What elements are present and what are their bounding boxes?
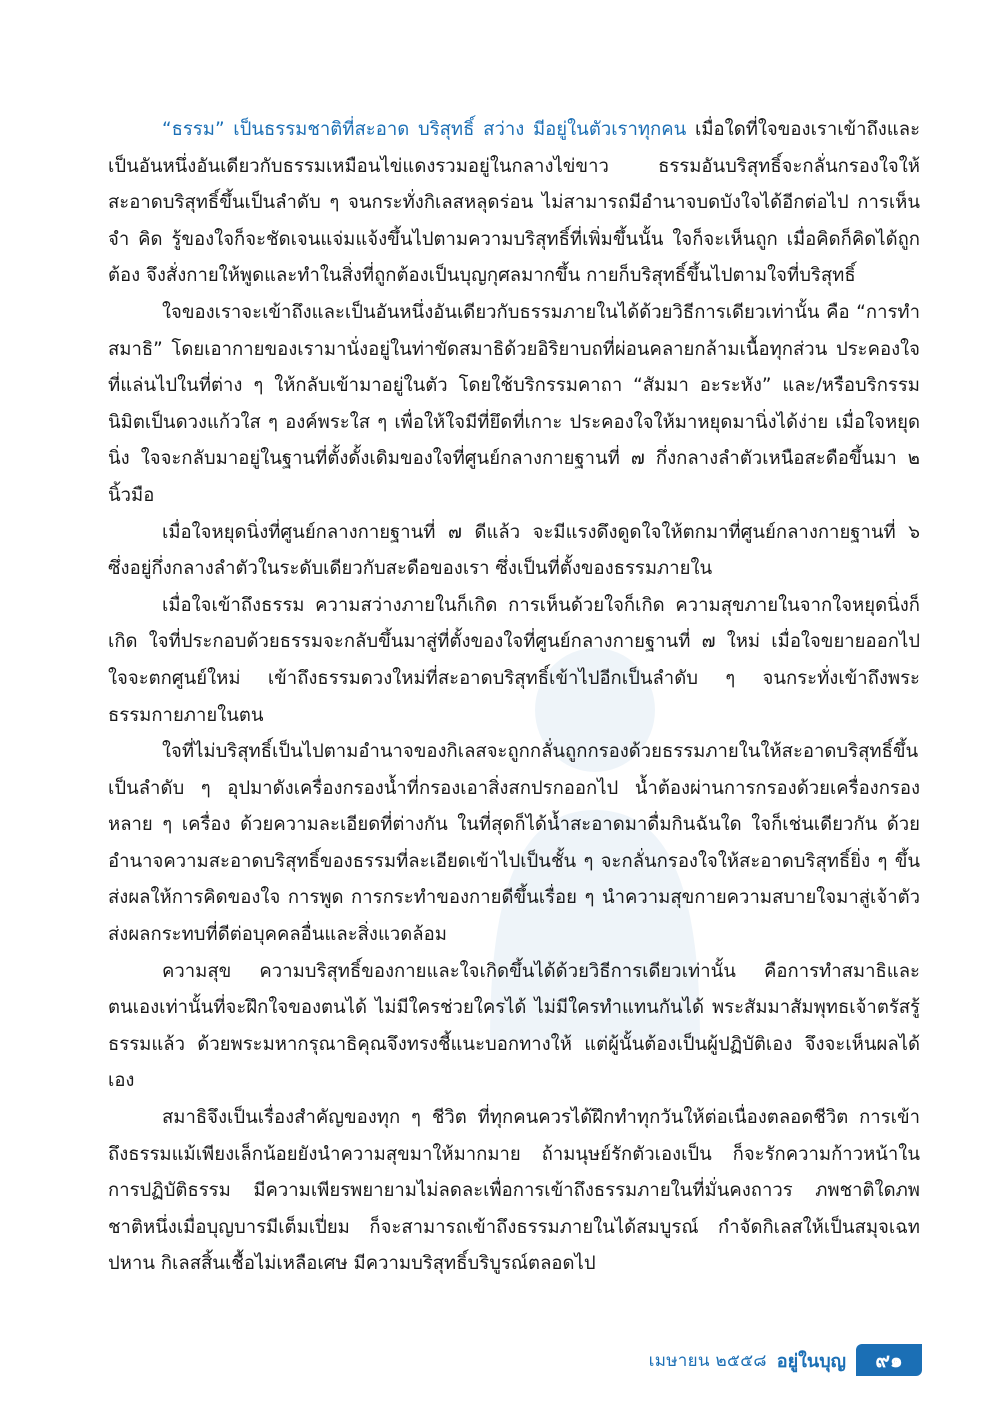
page-number-badge: ๙๑ [856, 1344, 922, 1376]
lead-quote: “ธรรม” เป็นธรรมชาติที่สะอาด บริสุทธิ์ สว่าง มีอยู่ในตัวเราทุกคน [162, 119, 687, 140]
article-paragraph-6: ความสุข ความบริสุทธิ์ของกายและใจเกิดขึ้นได้ด้วยวิธีการเดียวเท่านั้น คือการทำสมาธิและตนเองเท่านั้นที่จะฝึกใจของตนได้ ไม่มีใครช่วยใครได้ ไม่มีใครทำแทนกันได้ พระสัมมาสัมพุทธเจ้าตรัสรู้ธรรมแล้ว ด้วยพระมหากรุณาธิคุณจึงทรงชี้แนะบอกทางให้ แต่ผู้นั้นต้องเป็นผู้ปฏิบัติเอง จึงจะเห็นผลได้เอง [108, 960, 920, 1092]
paragraph-text: เมื่อใดที่ใจของเราเข้าถึงและเป็นอันหนึ่งอันเดียวกับธรรมเหมือนไข่แดงรวมอยู่ในกลางไข่ขาว ธรรมอันบริสุทธิ์จะกลั่นกรองใจให้สะอาดบริสุทธิ์ขึ้นเป็นลำดับ ๆ จนกระทั่งกิเลสหลุดร่อน ไม่สามารถมีอำนาจบดบังใจได้อีกต่อไป การเห็น จำ คิด รู้ของใจก็จะชัดเจนแจ่มแจ้งขึ้นไปตามความบริสุทธิ์ที่เพิ่มขึ้นนั้น ใจก็จะเห็นถูก เมื่อคิดก็คิดได้ถูกต้อง จึงสั่งกายให้พูดและทำในสิ่งที่ถูกต้องเป็นบุญกุศลมากขึ้น กายก็บริสุทธิ์ขึ้นไปตามใจที่บริสุทธิ์ [108, 119, 921, 287]
article-paragraph-7: สมาธิจึงเป็นเรื่องสำคัญของทุก ๆ ชีวิต ที่ทุกคนควรได้ฝึกทำทุกวันให้ต่อเนื่องตลอดชีวิต การเข้าถึงธรรมแม้เพียงเล็กน้อยยังนำความสุขมาให้มากมาย ถ้ามนุษย์รักตัวเองเป็น ก็จะรักความก้าวหน้าในการปฏิบัติธรรม มีความเพียรพยายามไม่ลดละเพื่อการเข้าถึงธรรมภายในที่มั่นคงถาวร ภพชาติใดภพชาติหนึ่งเมื่อบุญบารมีเต็มเปี่ยม ก็จะสามารถเข้าถึงธรรมภายในได้สมบูรณ์ กำจัดกิเลสให้เป็นสมุจเฉทปหาน กิเลสสิ้นเชื้อไม่เหลือเศษ มีความบริสุทธิ์บริบูรณ์ตลอดไป [108, 1107, 920, 1275]
article-paragraph-4: เมื่อใจเข้าถึงธรรม ความสว่างภายในก็เกิด การเห็นด้วยใจก็เกิด ความสุขภายในจากใจหยุดนิ่งก็เกิด ใจที่ประกอบด้วยธรรมจะกลับขึ้นมาสู่ที่ตั้งของใจที่ศูนย์กลางกายฐานที่ ๗ ใหม่ เมื่อใจขยายออกไป ใจจะตกศูนย์ใหม่ เข้าถึงธรรมดวงใหม่ที่สะอาดบริสุทธิ์เข้าไปอีกเป็นลำดับ ๆ จนกระทั่งเข้าถึงพระธรรมกายภายในตน [108, 594, 920, 726]
article-paragraph-3: เมื่อใจหยุดนิ่งที่ศูนย์กลางกายฐานที่ ๗ ดีแล้ว จะมีแรงดึงดูดใจให้ตกมาที่ศูนย์กลางกายฐานที่ ๖ ซึ่งอยู่กึ่งกลางลำตัวในระดับเดียวกับสะดือของเรา ซึ่งเป็นที่ตั้งของธรรมภายใน [108, 521, 920, 580]
article-body [108, 112, 920, 1283]
article-paragraph-1 [108, 112, 920, 295]
article-paragraph-5: ใจที่ไม่บริสุทธิ์เป็นไปตามอำนาจของกิเลสจะถูกกลั่นถูกกรองด้วยธรรมภายในให้สะอาดบริสุทธิ์ขึ้นเป็นลำดับ ๆ อุปมาดังเครื่องกรองน้ำที่กรองเอาสิ่งสกปรกออกไป น้ำต้องผ่านการกรองด้วยเครื่องกรองหลาย ๆ เครื่อง ด้วยความละเอียดที่ต่างกัน ในที่สุดก็ได้น้ำสะอาดมาดื่มกินฉันใด ใจก็เช่นเดียวกัน ด้วยอำนาจความสะอาดบริสุทธิ์ของธรรมที่ละเอียดเข้าไปเป็นชั้น ๆ จะกลั่นกรองใจให้สะอาดบริสุทธิ์ยิ่ง ๆ ขึ้น ส่งผลให้การคิดของใจ การพูด การกระทำของกายดีขึ้นเรื่อย ๆ นำความสุขกายความสบายใจมาสู่เจ้าตัว ส่งผลกระทบที่ดีต่อบุคคลอื่นและสิ่งแวดล้อม [108, 741, 920, 946]
article-paragraph-2: ใจของเราจะเข้าถึงและเป็นอันหนึ่งอันเดียวกับธรรมภายในได้ด้วยวิธีการเดียวเท่านั้น คือ “การทำสมาธิ” โดยเอากายของเรามานั่งอยู่ในท่าขัดสมาธิด้วยอิริยาบถที่ผ่อนคลายกล้ามเนื้อทุกส่วน ประคองใจที่แล่นไปในที่ต่าง ๆ ให้กลับเข้ามาอยู่ในตัว โดยใช้บริกรรมคาถา “สัมมา อะระหัง” และ/หรือบริกรรมนิมิตเป็นดวงแก้วใส ๆ องค์พระใส ๆ เพื่อให้ใจมีที่ยึดที่เกาะ ประคองใจให้มาหยุดมานิ่งได้ง่าย เมื่อใจหยุดนิ่ง ใจจะกลับมาอยู่ในฐานที่ตั้งดั้งเดิมของใจที่ศูนย์กลางกายฐานที่ ๗ กึ่งกลางลำตัวเหนือสะดือขึ้นมา ๒ นิ้วมือ [108, 301, 920, 506]
page-footer [649, 1342, 922, 1378]
issue-date: เมษายน ๒๕๕๘ [648, 1350, 767, 1371]
magazine-name: อยู่ในบุญ [776, 1350, 846, 1372]
